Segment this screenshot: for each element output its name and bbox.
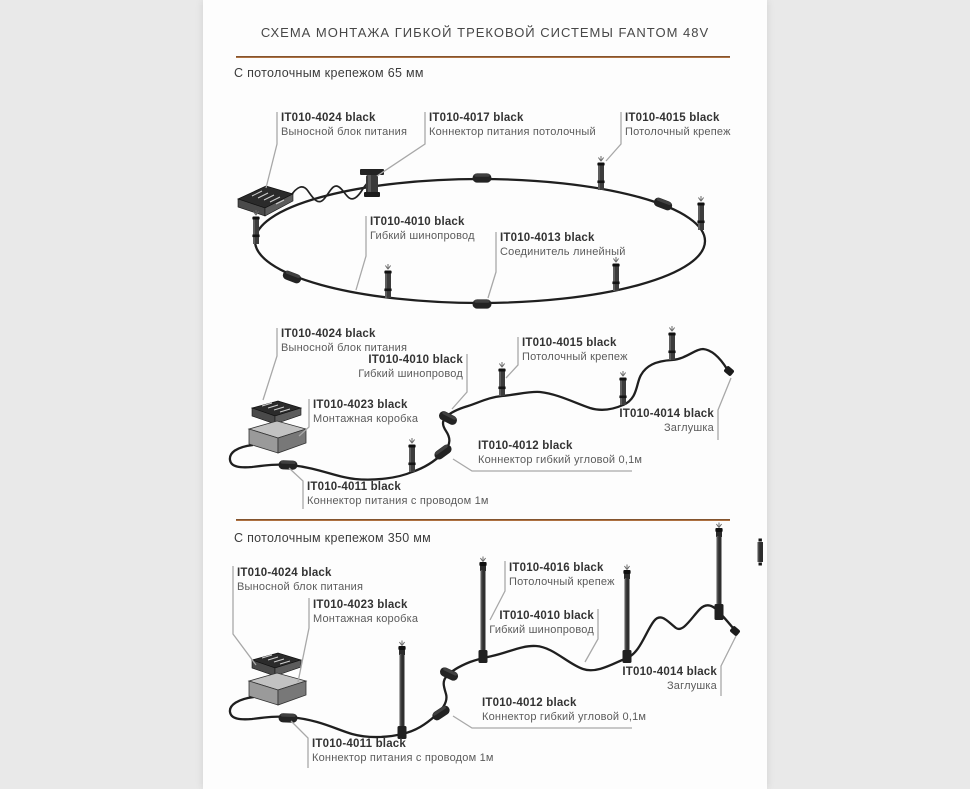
label-it010-4013 [500, 232, 626, 259]
part-number: IT010-4024 black [281, 328, 376, 340]
ceiling-mount-rod [398, 641, 407, 740]
track-ring [255, 179, 705, 303]
part-number: IT010-4023 black [313, 599, 408, 611]
label-it010-4016 [509, 562, 615, 589]
ceiling-mount-rod [623, 565, 632, 664]
mounting-box [249, 421, 306, 453]
part-number: IT010-4024 black [281, 112, 376, 124]
power-supply-unit [238, 186, 293, 216]
label-it010-4024 [237, 567, 363, 594]
part-number: IT010-4010 black [370, 216, 465, 228]
label-it010-4012 [482, 697, 646, 724]
ceiling-mount-pin [498, 362, 505, 396]
part-number: IT010-4010 black [499, 610, 594, 622]
label-it010-4010 [489, 610, 594, 637]
label-it010-4024 [281, 112, 407, 139]
part-description: Монтажная коробка [313, 412, 419, 425]
part-description: Коннектор гибкий угловой 0,1м [482, 710, 647, 723]
label-it010-4011 [312, 738, 494, 765]
ceiling-mount-pin [612, 257, 619, 291]
label-it010-4014 [622, 666, 717, 693]
ceiling-mount-pin [619, 371, 626, 405]
part-number: IT010-4014 black [622, 666, 717, 678]
part-number: IT010-4010 black [368, 354, 463, 366]
part-number: IT010-4024 black [237, 567, 332, 579]
power-feed-connector [278, 460, 297, 470]
label-it010-4023 [313, 599, 418, 626]
corner-connector [431, 704, 452, 722]
part-description: Гибкий шинопровод [489, 623, 594, 636]
ceiling-mount-pin [597, 156, 604, 190]
power-feed-connector [278, 713, 297, 723]
ceiling-mount-pin [697, 196, 704, 230]
part-number: IT010-4023 black [313, 399, 408, 411]
ceiling-mount-pin [384, 264, 391, 298]
part-number: IT010-4016 black [509, 562, 604, 574]
part-number: IT010-4017 black [429, 112, 524, 124]
ceiling-mount-rod [479, 557, 488, 664]
page-title: СХЕМА МОНТАЖА ГИБКОЙ ТРЕКОВОЙ СИСТЕМЫ FANTOM 48V [260, 25, 710, 40]
power-cord [290, 181, 370, 202]
part-description: Заглушка [666, 679, 717, 692]
ceiling-mount-pin [252, 210, 259, 244]
label-it010-4023 [313, 399, 418, 426]
ceiling-mount-rod [715, 523, 724, 621]
part-description: Потолочный крепеж [625, 125, 731, 138]
label-it010-4010 [370, 216, 475, 243]
part-description: Коннектор питания потолочный [429, 125, 596, 138]
part-number: IT010-4012 black [482, 697, 577, 709]
label-it010-4017 [429, 112, 596, 139]
part-number: IT010-4011 black [312, 738, 406, 750]
part-description: Потолочный крепеж [522, 350, 628, 363]
part-description: Коннектор питания с проводом 1м [312, 751, 494, 764]
corner-connector [437, 410, 458, 427]
power-supply-unit [252, 401, 301, 424]
ceiling-mount-pin-small [758, 539, 764, 566]
label-it010-4015 [625, 112, 731, 139]
part-description: Выносной блок питания [237, 580, 364, 593]
part-number: IT010-4011 black [307, 481, 401, 493]
part-description: Коннектор гибкий угловой 0,1м [478, 453, 643, 466]
section-heading-350mm: С потолочным крепежом 350 мм [234, 531, 432, 545]
part-description: Выносной блок питания [281, 125, 408, 138]
part-number: IT010-4015 black [522, 337, 617, 349]
ceiling-mount-pin [668, 326, 675, 360]
part-description: Потолочный крепеж [509, 575, 615, 588]
power-supply-unit [252, 653, 301, 676]
linear-connector [473, 173, 492, 182]
linear-connector [473, 299, 492, 308]
label-it010-4024 [281, 328, 407, 355]
part-description: Гибкий шинопровод [370, 229, 475, 242]
section-heading-65mm: С потолочным крепежом 65 мм [234, 66, 424, 80]
label-it010-4014 [619, 408, 714, 435]
part-description: Заглушка [663, 421, 714, 434]
label-it010-4011 [307, 481, 489, 508]
linear-connector [281, 269, 302, 284]
label-it010-4015 [522, 337, 628, 364]
part-description: Выносной блок питания [281, 341, 408, 354]
label-it010-4012 [478, 440, 642, 467]
ceiling-mount-pin [408, 438, 415, 472]
part-number: IT010-4013 black [500, 232, 595, 244]
part-number: IT010-4015 black [625, 112, 720, 124]
part-description: Соединитель линейный [500, 245, 626, 258]
part-number: IT010-4014 black [619, 408, 714, 420]
mounting-box [249, 673, 306, 705]
part-description: Гибкий шинопровод [358, 367, 463, 380]
label-it010-4010 [358, 354, 463, 381]
part-number: IT010-4012 black [478, 440, 573, 452]
linear-connector [652, 196, 673, 211]
part-description: Коннектор питания с проводом 1м [307, 494, 489, 507]
part-description: Монтажная коробка [313, 612, 419, 625]
